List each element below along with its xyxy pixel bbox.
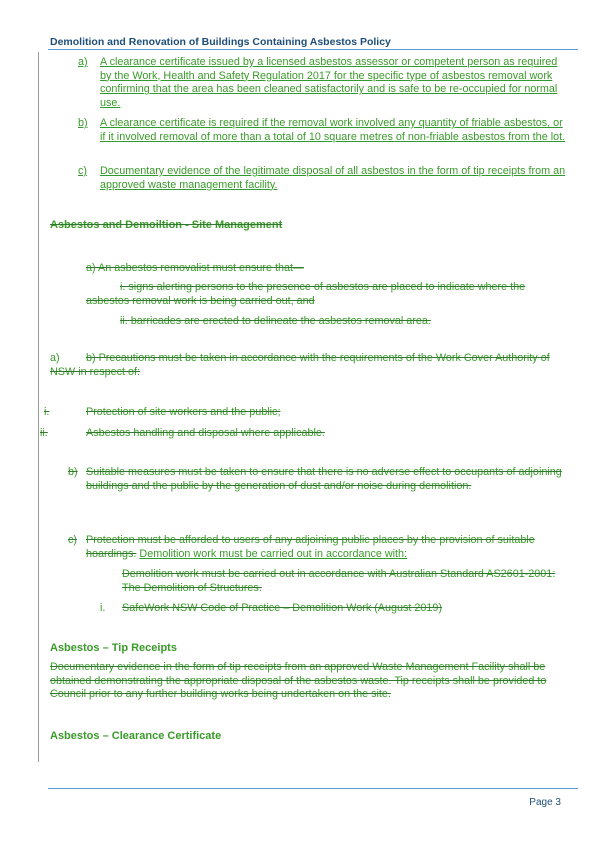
removalist-sub-i: i. signs alerting persons to the presence of asbestos are placed to indicate where the asbestos removal work is being carried out, and [86, 281, 526, 307]
removalist-sub-ii: ii. barricades are erected to delineate the asbestos removal area. [120, 315, 431, 327]
list-i-label: i. [44, 406, 50, 418]
document-header-title: Demolition and Renovation of Buildings Containing Asbestos Policy [50, 36, 391, 48]
protection-added: Demolition work must be carried out in accordance with: [139, 547, 408, 560]
safework-text: SafeWork NSW Code of Practice – Demolition Work (August 2019) [122, 602, 443, 614]
revision-bar [38, 52, 39, 762]
standard-text: Demolition work must be carried out in accordance with Australian Standard AS2601-2001: The Demolition of Structures. [122, 568, 556, 594]
tip-receipts-heading: Asbestos – Tip Receipts [50, 642, 177, 654]
protection-label: c) [68, 534, 77, 546]
clearance-item-c-label: c) [78, 165, 87, 177]
protection-text: Protection must be afforded to users of any adjoining public places by the provision of suitable hoardings. [86, 534, 535, 560]
measures-text: Suitable measures must be taken to ensure that there is no adverse effect to occupants of adjoining buildings and the public by the generation of dust and/or noise during demolition. [86, 466, 562, 492]
footer-rule [48, 788, 578, 789]
tip-receipts-text: Documentary evidence in the form of tip receipts from an approved Waste Management Facility shall be obtained demonstrating the appropriate disposal of the asbestos waste. Tip receipts shall be provided to Council prior to any further building works being undertaken on the site. [50, 661, 547, 701]
clearance-item-b-text: A clearance certificate is required if the removal work involved any quantity of friable asbestos, or if it involved removal of more than a total of 10 square metres of non-friable asbestos from the lot. [100, 117, 566, 143]
list-ii-text: Asbestos handling and disposal where applicable. [86, 427, 325, 439]
clearance-certificate-heading: Asbestos – Clearance Certificate [50, 730, 222, 742]
precaution-text: b) Precautions must be taken in accordance with the requirements of the Work Cover Authority of NSW in respect of: [50, 352, 550, 378]
clearance-item-a-text: A clearance certificate issued by a licensed asbestos assessor or competent person as required by the Work, Health and Safety Regulation 2017 for the specific type of asbestos removal work confirming that the area has been cleaned satisfactorily and is safe to be re-occupied for normal use. [100, 56, 558, 109]
page-number: Page 3 [529, 797, 561, 808]
site-management-heading: Asbestos and Demoiltion - Site Management [50, 219, 283, 231]
list-i-text: Protection of site workers and the public; [86, 406, 281, 418]
precaution-label: a) [50, 352, 60, 364]
clearance-item-a-label: a) [78, 56, 88, 68]
measures-label: b) [68, 466, 78, 478]
header-rule [48, 49, 578, 50]
protection-block [86, 534, 566, 561]
clearance-item-b-label: b) [78, 117, 88, 129]
clearance-item-c-text: Documentary evidence of the legitimate disposal of all asbestos in the form of tip receipts from an approved waste management facility. [100, 165, 566, 191]
safework-label: i. [100, 602, 106, 614]
list-ii-label: ii. [40, 427, 48, 439]
removalist-line: a) An asbestos removalist must ensure that— [86, 262, 304, 274]
